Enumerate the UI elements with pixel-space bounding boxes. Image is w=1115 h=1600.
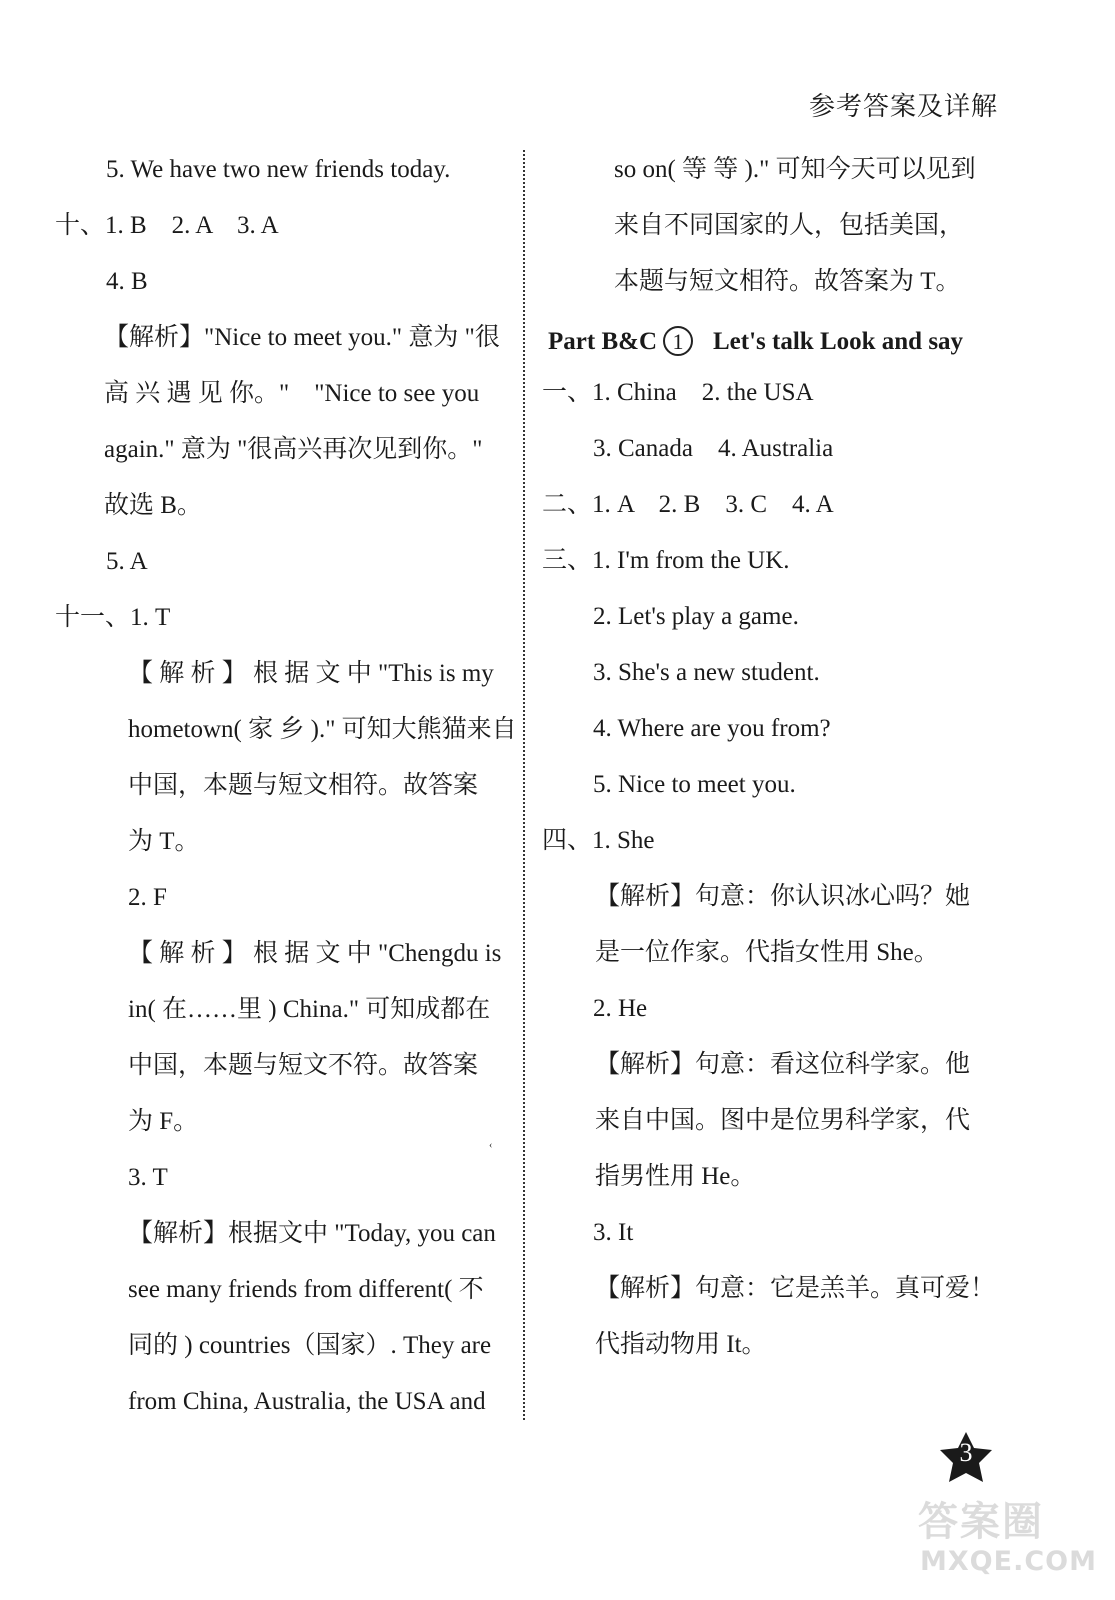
right-line: 三、1. I'm from the UK. — [542, 547, 790, 574]
left-line: 【解析】根据文中 "Today, you can — [128, 1220, 496, 1247]
watermark — [918, 1490, 1098, 1590]
right-line: 指男性用 He。 — [595, 1163, 756, 1190]
left-line: from China, Australia, the USA and — [128, 1388, 486, 1415]
right-line: so on( 等 等 )." 可知今天可以见到 — [614, 156, 976, 183]
right-line: 【解析】句意：看这位科学家。他 — [595, 1051, 971, 1078]
right-line: 2. Let's play a game. — [593, 603, 799, 630]
right-line: 3. She's a new student. — [593, 659, 820, 686]
left-line: 十一、1. T — [55, 604, 171, 631]
left-line: again." 意为 "很高兴再次见到你。" — [104, 436, 483, 463]
left-line: 中国，本题与短文相符。故答案 — [128, 772, 479, 799]
page-number: 3 — [959, 1438, 973, 1467]
left-line: 为 F。 — [128, 1108, 199, 1135]
left-line: 4. B — [106, 268, 148, 295]
left-line: 故选 B。 — [104, 492, 202, 519]
section-heading — [548, 326, 963, 357]
right-line: 一、1. China 2. the USA — [542, 379, 814, 406]
left-line: in( 在……里 ) China." 可知成都在 — [128, 996, 491, 1023]
right-line: 3. It — [593, 1219, 634, 1246]
left-line: 中国，本题与短文不符。故答案 — [128, 1052, 479, 1079]
section-part: Part B&C — [548, 328, 657, 355]
left-line: 十、1. B 2. A 3. A — [55, 212, 279, 239]
right-line: 【解析】句意：它是羔羊。真可爱！ — [595, 1275, 996, 1302]
left-line: 【 解 析 】 根 据 文 中 "Chengdu is — [128, 940, 502, 967]
left-line: 【 解 析 】 根 据 文 中 "This is my — [128, 660, 494, 687]
section-title: Let's talk Look and say — [713, 328, 964, 355]
page-header-title: 参考答案及详解 — [808, 92, 998, 121]
left-line: 2. F — [128, 884, 167, 911]
section-number-circle: 1 — [663, 326, 693, 356]
column-divider — [523, 150, 525, 1420]
left-line: 3. T — [128, 1164, 168, 1191]
left-line: 【解析】"Nice to meet you." 意为 "很 — [104, 324, 500, 351]
left-line: 为 T。 — [128, 828, 200, 855]
left-line: 5. A — [106, 548, 148, 575]
right-line: 3. Canada 4. Australia — [593, 435, 834, 462]
right-line: 【解析】句意：你认识冰心吗？她 — [595, 883, 971, 910]
right-line: 本题与短文相符。故答案为 T。 — [614, 268, 961, 295]
right-line: 代指动物用 It。 — [595, 1331, 767, 1358]
watermark-url: MXQE.COM — [920, 1546, 1097, 1577]
left-line: 同的 ) countries（国家）. They are — [128, 1332, 492, 1359]
left-line: 5. We have two new friends today. — [106, 156, 451, 183]
left-line: see many friends from different( 不 — [128, 1276, 484, 1303]
right-line: 来自中国。图中是位男科学家，代 — [595, 1107, 971, 1134]
watermark-logo: 答案圈 — [918, 1499, 1044, 1545]
right-line: 2. He — [593, 995, 648, 1022]
right-line: 4. Where are you from? — [593, 715, 831, 742]
right-line: 是一位作家。代指女性用 She。 — [595, 939, 939, 966]
left-line: 高 兴 遇 见 你。" "Nice to see you — [104, 380, 480, 407]
page-number-badge — [936, 1430, 996, 1486]
right-line: 四、1. She — [542, 827, 655, 854]
right-line: 二、1. A 2. B 3. C 4. A — [542, 491, 834, 518]
stray-mark: ‹ — [489, 1140, 493, 1151]
right-line: 5. Nice to meet you. — [593, 771, 796, 798]
right-line: 来自不同国家的人，包括美国， — [614, 212, 965, 239]
left-line: hometown( 家 乡 )." 可知大熊猫来自 — [128, 716, 517, 743]
